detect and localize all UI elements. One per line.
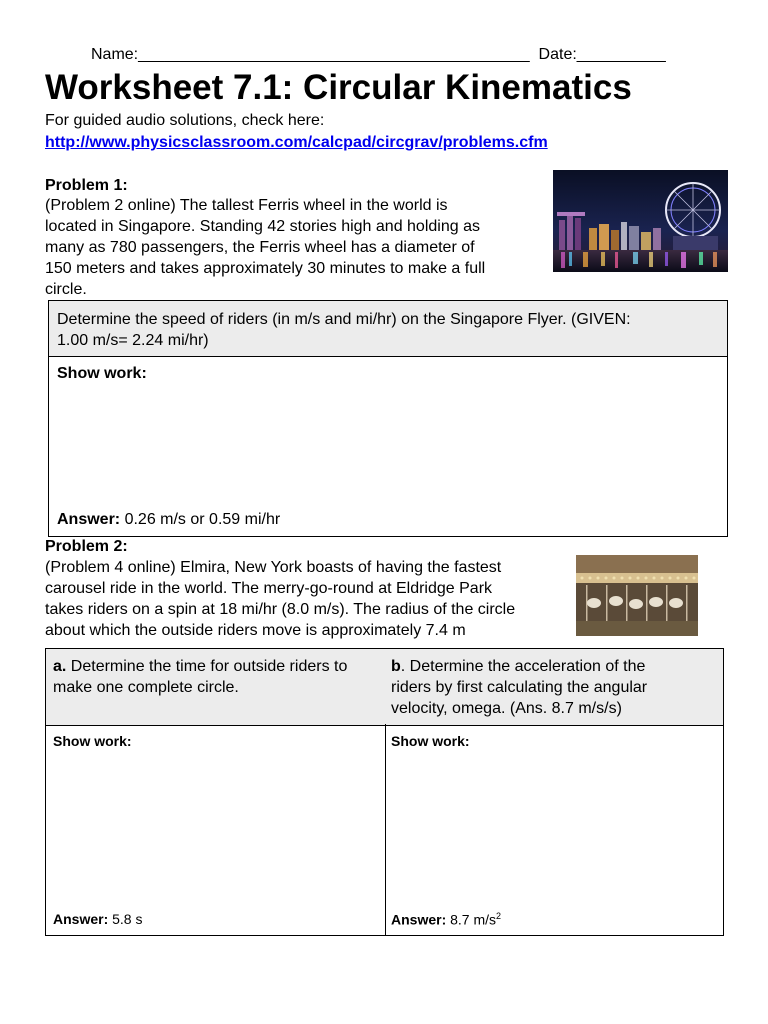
date-label: Date: [538,46,577,63]
part-b-line-text: . Determine the acceleration of the [400,658,646,675]
problem1-question-box [48,300,728,357]
part-b-answer-exponent: 2 [496,911,502,921]
part-a-answer [53,911,142,927]
problem1-question [57,309,631,351]
part-a-work-box[interactable] [45,724,386,936]
problem1-text [45,195,545,300]
part-a-show-work: Show work: [53,733,132,749]
part-b-work-box[interactable] [384,724,724,936]
solutions-link[interactable]: http://www.physicsclassroom.com/calcpad/circgrav/problems.cfm [45,134,548,151]
problem2-text [45,557,575,641]
name-label: Name: [91,46,139,63]
problem2-part-b-question [384,648,724,726]
singapore-flyer-photo [553,170,728,272]
part-a-line: make one complete circle. [53,679,239,696]
problem1-line: many as 780 passengers, the Ferris wheel has a diameter of [45,239,475,256]
guided-audio-text: For guided audio solutions, check here: [45,112,325,129]
problem1-work-box[interactable] [48,355,728,537]
part-b-answer-value: 8.7 m/s [446,911,497,928]
problem2-heading: Problem 2: [45,538,128,555]
date-blank: __________ [576,46,666,63]
problem1-line: (Problem 2 online) The tallest Ferris wheel in the world is [45,197,448,214]
problem1-line: located in Singapore. Standing 42 stories high and holding as [45,218,480,235]
problem1-line: 150 meters and takes approximately 30 minutes to make a full [45,260,486,277]
problem2-line: takes riders on a spin at 18 mi/hr (8.0 m/s). The radius of the circle [45,601,516,618]
problem1-answer-label: Answer: [57,511,121,528]
part-b-answer-label: Answer: [391,911,447,928]
name-date-line [91,46,666,64]
part-b-line: riders by first calculating the angular [391,679,648,696]
problem2-line: about which the outside riders move is approximately 7.4 m [45,622,466,639]
part-a-question-text [53,656,347,698]
problem1-answer-value: 0.26 m/s or 0.59 mi/hr [120,511,281,528]
problem2-line: carousel ride in the world. The merry-go-round at Eldridge Park [45,580,493,597]
part-b-letter: b [391,658,401,675]
part-b-line [391,656,647,677]
problem1-heading: Problem 1: [45,177,128,194]
name-blank: ____________________________________________ [138,46,530,63]
worksheet-title: Worksheet 7.1: Circular Kinematics [45,68,632,107]
problem1-question-line: 1.00 m/s= 2.24 mi/hr) [57,332,209,349]
part-a-line [53,656,347,677]
part-b-answer [391,911,501,928]
part-b-line: velocity, omega. (Ans. 8.7 m/s/s) [391,700,622,717]
problem1-show-work: Show work: [57,365,147,382]
part-a-answer-label: Answer: [53,911,109,927]
problem1-answer [57,509,280,530]
part-a-letter: a. [53,658,67,675]
problem1-question-line: Determine the speed of riders (in m/s and mi/hr) on the Singapore Flyer. (GIVEN: [57,311,631,328]
part-b-show-work: Show work: [391,733,470,749]
problem2-line: (Problem 4 online) Elmira, New York boasts of having the fastest [45,559,502,576]
carousel-photo [576,555,698,636]
problem2-part-a-question [45,648,386,726]
part-a-line-text: Determine the time for outside riders to [66,658,348,675]
part-b-question-text [391,656,647,719]
problem1-line: circle. [45,281,87,298]
part-a-answer-value: 5.8 s [108,911,143,927]
